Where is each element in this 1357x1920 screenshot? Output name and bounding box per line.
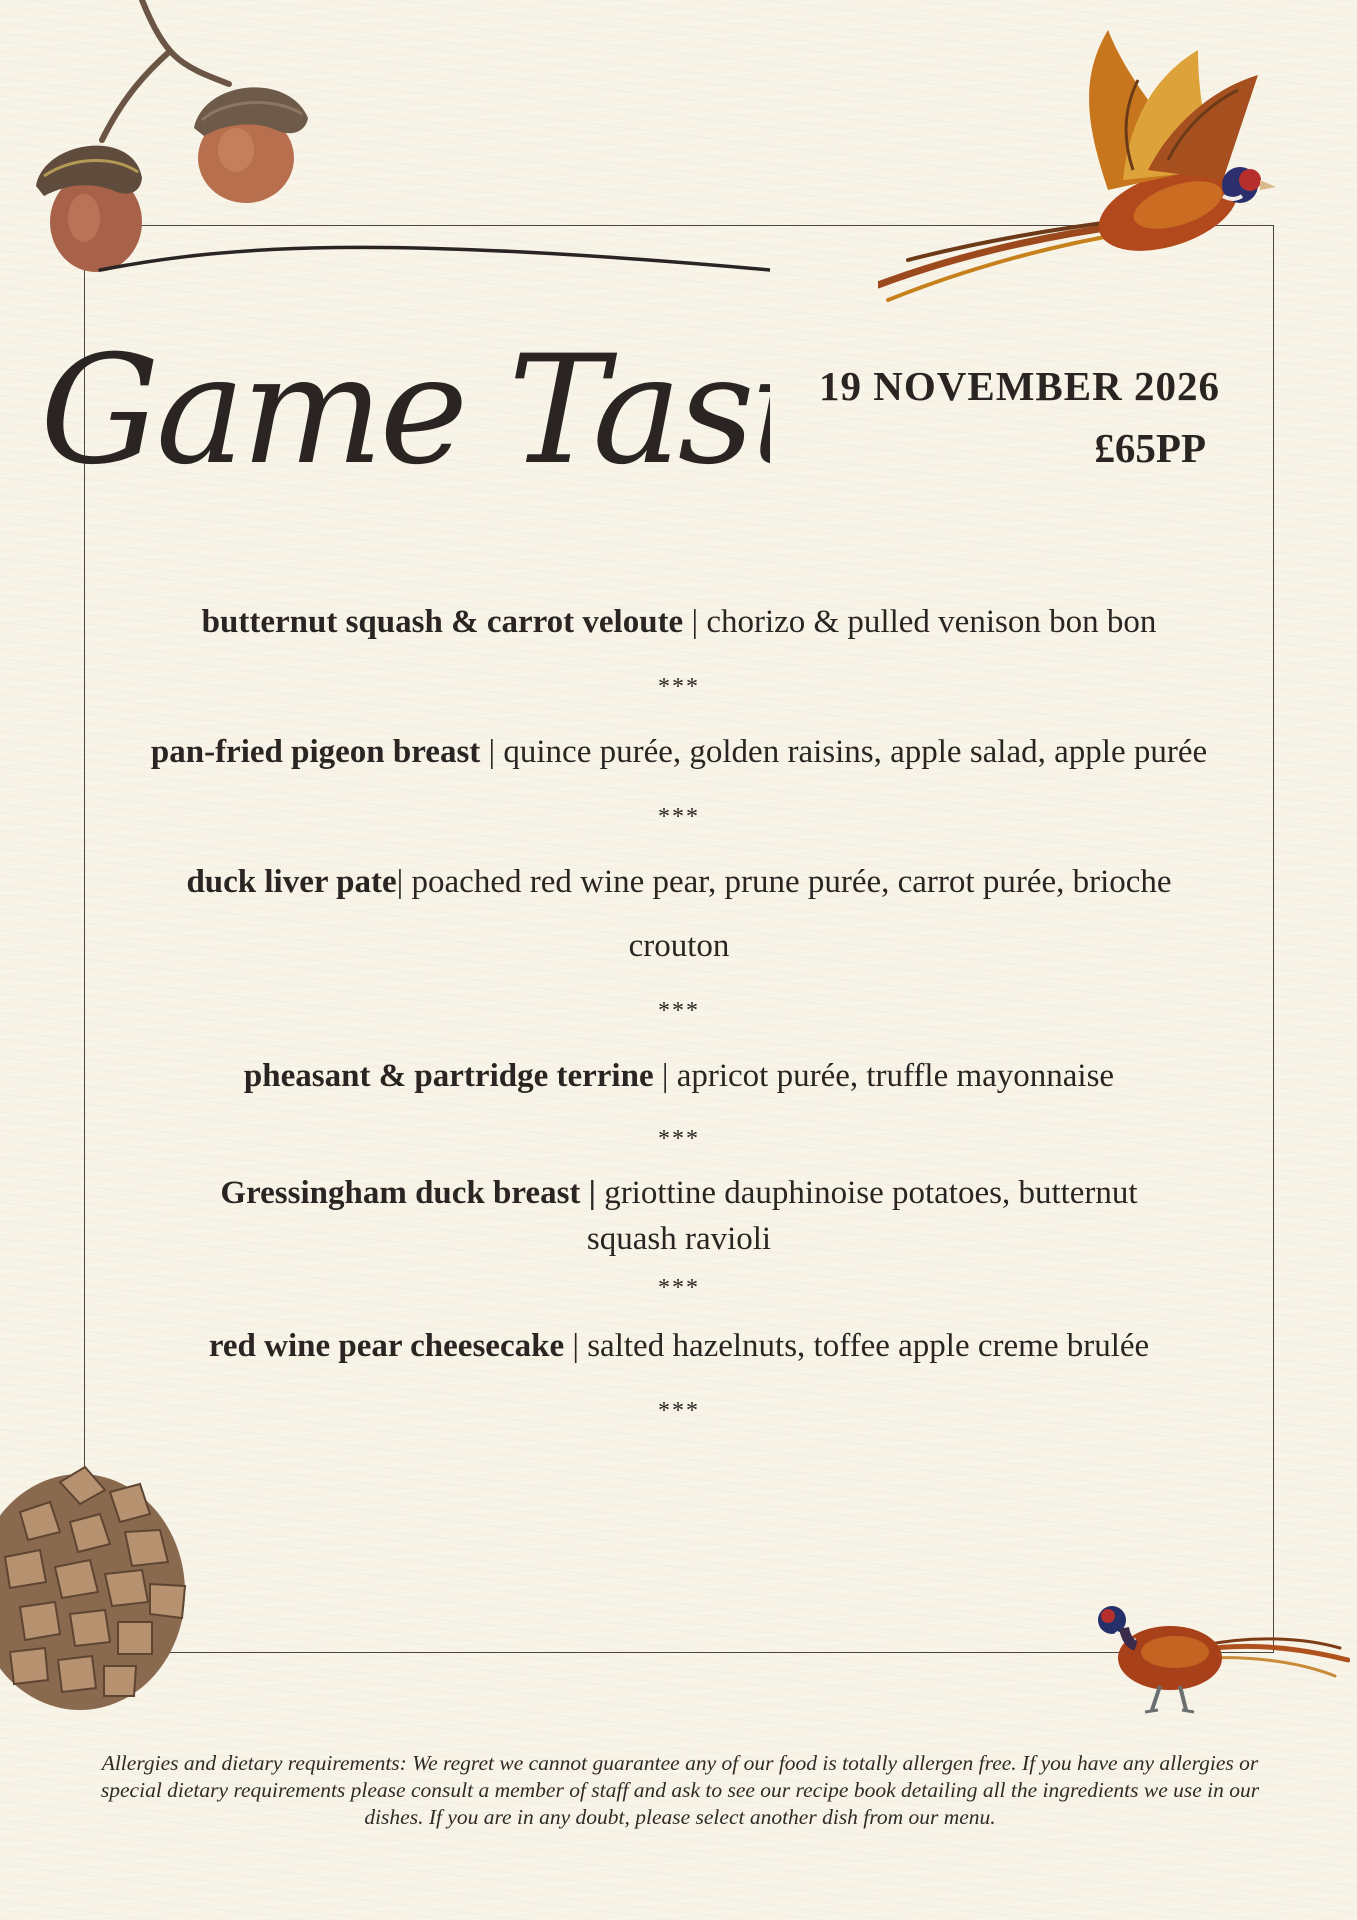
course-separator: |	[480, 734, 504, 770]
menu-title	[30, 230, 770, 550]
course-name: butternut squash & carrot veloute	[201, 604, 684, 640]
course-item	[100, 720, 1258, 784]
course-item	[100, 1044, 1258, 1108]
course-name: pan-fried pigeon breast	[150, 734, 481, 770]
course-separator	[596, 1175, 604, 1211]
course-description: apricot purée, truffle mayonnaise	[676, 1058, 1115, 1094]
event-price: £65PP	[1094, 425, 1206, 471]
course-item	[100, 850, 1258, 978]
course-item	[100, 590, 1258, 654]
flying-pheasant-icon	[878, 20, 1298, 340]
allergy-notice: Allergies and dietary requirements: We regret we cannot guarantee any of our food is totally allergen free. If you have any allergies or special dietary requirements please consult a member of staff and ask to see our recipe book detailing all the ingredients we use in our dishes. If you are in any doubt, please select another dish from our menu.	[100, 1751, 1260, 1829]
course-divider: ***	[658, 674, 700, 700]
standing-pheasant-icon	[1090, 1590, 1350, 1720]
course-list	[100, 590, 1258, 1444]
course-name: duck liver pate	[186, 864, 397, 900]
course-name: red wine pear cheesecake	[208, 1328, 565, 1364]
course-description: griottine dauphinoise potatoes, butternut squash ravioli	[586, 1175, 1138, 1257]
course-description: quince purée, golden raisins, apple salad, apple purée	[503, 734, 1208, 770]
course-separator: |	[564, 1328, 588, 1364]
course-name: Gressingham duck breast |	[220, 1175, 596, 1211]
course-divider: ***	[658, 1398, 700, 1424]
title-text: Game Tas	[40, 324, 751, 498]
course-separator: |	[396, 864, 412, 900]
course-separator: |	[653, 1058, 677, 1094]
course-item	[100, 1170, 1258, 1262]
course-description: chorizo & pulled venison bon bon	[706, 604, 1157, 640]
course-divider: ***	[658, 804, 700, 830]
course-divider: ***	[658, 998, 700, 1024]
course-item	[100, 1314, 1258, 1378]
course-divider: ***	[658, 1126, 700, 1152]
course-description: poached red wine pear, prune purée, carrot purée, brioche crouton	[411, 864, 1172, 964]
course-separator: |	[683, 604, 707, 640]
course-divider: ***	[658, 1275, 700, 1301]
event-date: 19 NOVEMBER 2026	[819, 363, 1220, 409]
pine-cone-icon	[0, 1462, 200, 1722]
course-name: pheasant & partridge terrine	[243, 1058, 654, 1094]
course-description: salted hazelnuts, toffee apple creme brulée	[587, 1328, 1150, 1364]
